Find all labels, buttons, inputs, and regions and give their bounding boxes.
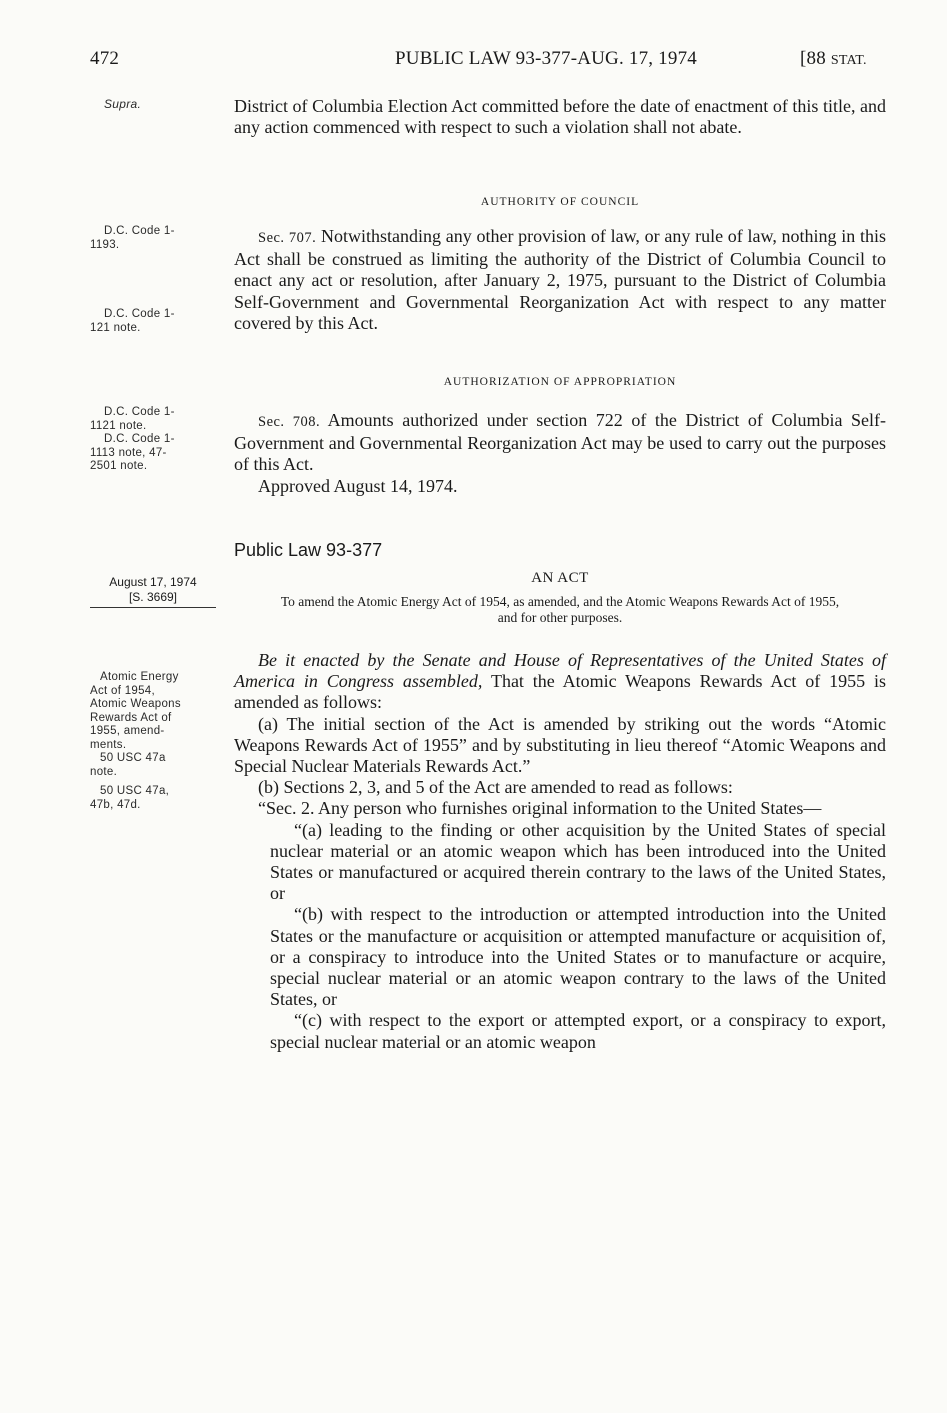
- margin-line: 50 USC 47a: [100, 752, 166, 764]
- margin-line: August 17, 1974: [109, 575, 197, 589]
- section-708-label: Sec. 708.: [258, 414, 321, 430]
- item-c: “(c) with respect to the export or attempted export, or a conspiracy to export, special nuclear material or an atomic weapon: [270, 1010, 886, 1052]
- statute-volume-stat: STAT.: [830, 53, 867, 68]
- enacting-clause: Be it enacted by the Senate and House of Representatives of the United States of America in Congress assembled,: [234, 650, 886, 692]
- margin-line: D.C. Code 1-: [104, 308, 175, 320]
- public-law-title: Public Law 93-377: [234, 540, 383, 560]
- approved-date: Approved August 14, 1974.: [258, 475, 458, 496]
- page-number: 472: [90, 48, 120, 69]
- item-b: “(b) with respect to the introduction or attempted introduction into the United States or the manufacture or acquisition or attempted manufacture or acquisition of, or a conspiracy to introduce into the United States or to manufacture or acquire, special nuclear material or an atomic weapon contrary to the laws of the United States, or: [270, 904, 886, 1010]
- margin-line: 1113 note, 47-: [90, 446, 167, 459]
- section-707-paragraph: [234, 226, 886, 334]
- an-act-heading: AN ACT: [531, 570, 589, 586]
- margin-line: Atomic Energy: [100, 671, 179, 683]
- margin-note-supra: Supra.: [104, 97, 142, 111]
- enactment-body: [234, 650, 886, 1053]
- heading-authorization-of-appropriation: AUTHORIZATION OF APPROPRIATION: [443, 376, 677, 388]
- margin-line: Rewards Act of: [90, 711, 172, 724]
- margin-line: 2501 note.: [90, 460, 148, 472]
- enacting-rest: That the Atomic Weapons Rewards Act of 1955 is amended as follows:: [234, 671, 886, 713]
- margin-note-dc-code-1193: [90, 225, 175, 252]
- paragraph-b: (b) Sections 2, 3, and 5 of the Act are amended to read as follows:: [258, 777, 733, 798]
- margin-line: ments.: [90, 738, 127, 751]
- intro-text: District of Columbia Election Act committed before the date of enactment of this title, and any action commenced with respect to such a violation shall not abate.: [234, 96, 886, 138]
- paragraph-a: (a) The initial section of the Act is amended by striking out the words “Atomic Weapons Rewards Act of 1955” and by substituting in lieu thereof “Atomic Weapons and Special Nuclear Materials Rewards Act.”: [234, 713, 886, 777]
- margin-note-dc-code-1121: [90, 406, 175, 474]
- section-708-text: Amounts authorized under section 722 of the District of Columbia Self-Government and Governmental Reorganization Act may be used to carry out the purposes of this Act.: [234, 410, 886, 475]
- enacting-paragraph: [234, 650, 886, 714]
- margin-line: Atomic Weapons: [90, 698, 181, 710]
- statute-volume: [800, 48, 867, 70]
- margin-line: D.C. Code 1-: [104, 433, 175, 445]
- margin-line: note.: [90, 765, 118, 778]
- margin-line: Act of 1954,: [90, 684, 155, 697]
- section-708-paragraph: [234, 410, 886, 476]
- intro-paragraph: [234, 96, 886, 138]
- section-708: [234, 410, 886, 497]
- heading-authority-of-council: AUTHORITY OF COUNCIL: [480, 196, 640, 208]
- margin-line: D.C. Code 1-: [104, 406, 175, 418]
- margin-line: 1193.: [90, 238, 120, 251]
- section-707: [234, 226, 886, 334]
- margin-line: 47b, 47d.: [90, 798, 141, 811]
- margin-line: 1121 note.: [90, 419, 147, 432]
- margin-line: 1955, amend-: [90, 725, 165, 737]
- item-a: “(a) leading to the finding or other acquisition by the United States of special nuclear material or an atomic weapon which has been introduced into the United States or manufactured or acquired therein contrary to the laws of the United States, or: [270, 819, 886, 904]
- section-2-text: Any person who furnishes original information to the United States—: [314, 798, 822, 819]
- margin-note-dc-code-121: [90, 308, 175, 335]
- date-rule: [90, 607, 216, 608]
- statute-volume-prefix: [88: [800, 48, 831, 69]
- margin-line: [S. 3669]: [128, 590, 178, 604]
- margin-line: 50 USC 47a,: [100, 785, 170, 797]
- margin-line: D.C. Code 1-: [104, 225, 175, 237]
- section-707-label: Sec. 707.: [258, 230, 317, 246]
- section-2-paragraph: [234, 798, 886, 819]
- act-purpose: To amend the Atomic Energy Act of 1954, as amended, and the Atomic Weapons Rewards Act of 1955, and for other purposes.: [280, 594, 840, 625]
- running-header-title: PUBLIC LAW 93-377-AUG. 17, 1974: [395, 48, 697, 69]
- section-2-label: “Sec. 2.: [258, 798, 315, 819]
- margin-line: 121 note.: [90, 321, 141, 334]
- margin-note-atomic: [90, 671, 181, 812]
- section-707-text: Notwithstanding any other provision of law, or any rule of law, nothing in this Act shall be construed as limiting the authority of the District of Columbia Council to enact any act or resolution, after January 2, 1975, pursuant to the District of Columbia Self-Government and Governmental Reorganization Act with respect to any matter covered by this Act.: [234, 226, 887, 333]
- margin-note-date: [90, 575, 216, 608]
